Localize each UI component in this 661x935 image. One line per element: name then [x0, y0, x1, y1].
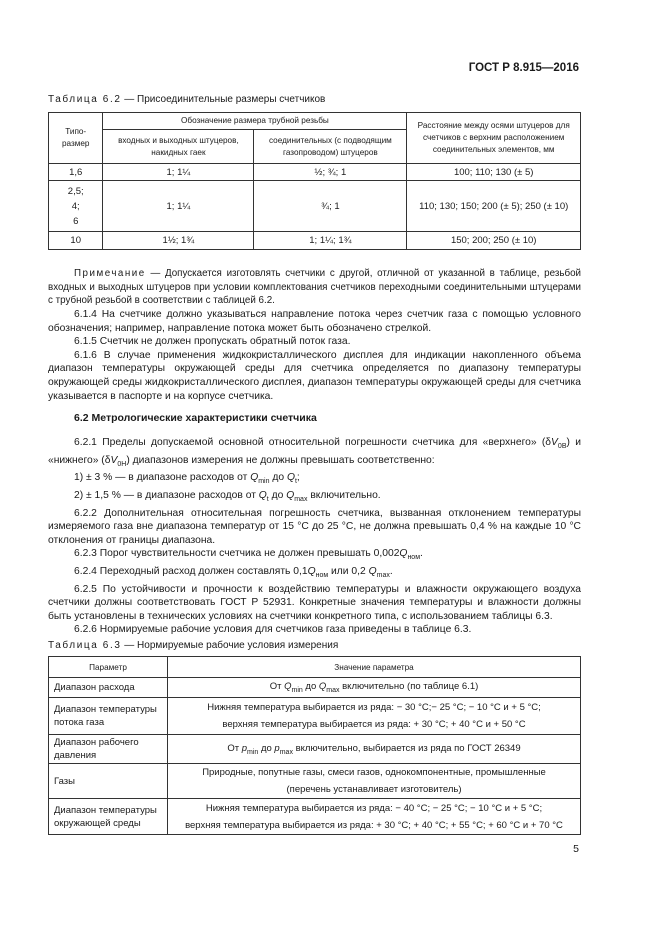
document-header: ГОСТ Р 8.915—2016: [468, 62, 579, 74]
para-6-2-2: 6.2.2 Дополнительная относительная погрешность счетчика, вызванная отклонением температуры измеряемого газа вне диапазона температур от 15 °С до 25 °С, не должна превышать 0,4 % на каждые 10 °С отклонения от границы диапазона.: [48, 507, 581, 546]
sub: min: [258, 478, 270, 486]
text: 6.2.4 Переходный расход должен составлять 0,1: [74, 565, 308, 577]
sub: ном: [315, 572, 329, 580]
table-6-2-caption: [48, 94, 325, 105]
th-param: Параметр: [49, 657, 168, 678]
cell-distance: 110; 130; 150; 200 (± 5); 250 (± 10): [407, 181, 581, 232]
symbol-q: Q: [307, 565, 316, 577]
para-6-1-5: 6.1.5 Счетчик не должен пропускать обратный поток газа.: [74, 336, 351, 348]
th-size: Типо-размер: [49, 113, 103, 164]
sub: min: [291, 686, 303, 694]
text: включительно.: [307, 489, 381, 501]
cell-value: [168, 799, 581, 835]
symbol-q: Q: [399, 548, 408, 560]
table-6-3: [48, 656, 581, 835]
size-line: 6: [73, 215, 79, 227]
symbol-q: Q: [318, 681, 327, 693]
th-in-out: входных и выходных штуцеров, накидных гаек: [103, 130, 254, 164]
cell-size: 10: [49, 232, 103, 250]
note-text: — Допускается изготовлять счетчики с другой, отличной от указанной в таблице, резьбой входных и выходных штуцеров при условии комплектования счетчиков переходными соединительными штуцерами с трубной резьбой в соответствии с таблицей 6.2.: [48, 268, 581, 306]
note-label: Примечание: [74, 268, 146, 279]
text-line: (перечень устанавливает изготовитель): [286, 784, 462, 795]
th-value: Значение параметра: [168, 657, 581, 678]
symbol-q: Q: [250, 472, 259, 484]
page-number: 5: [573, 843, 579, 855]
text: ) и «нижнего» (δ: [48, 437, 581, 466]
list-item-1: [48, 471, 581, 489]
text: 6.2.1 Пределы допускаемой основной относительной погрешности счетчика для «верхнего» (δ: [74, 437, 552, 448]
cell-in-out: 1; 1¼: [103, 164, 254, 181]
table-row: [49, 799, 581, 835]
table-row: [49, 678, 581, 698]
text: ) диапазонов измерения не должны превышать соответственно:: [126, 454, 435, 466]
para-6-2-6: 6.2.6 Нормируемые рабочие условия для счетчиков газа приведены в таблице 6.3.: [74, 624, 472, 636]
para-6-2-1: [48, 436, 581, 471]
sub: max: [294, 495, 308, 503]
symbol-q: Q: [284, 681, 292, 693]
sub: t: [294, 478, 297, 486]
size-line: 2,5;: [67, 185, 84, 197]
section-heading-6-2: 6.2 Метрологические характеристики счетчика: [74, 412, 317, 424]
text: 2) ± 1,5 % — в диапазоне расходов от: [74, 489, 259, 501]
caption-label: Таблица 6.2: [48, 94, 122, 105]
sub: 0Н: [117, 460, 127, 468]
symbol-v: V: [551, 437, 558, 448]
text-line: верхняя температура выбирается из ряда: + 30 °С; + 40 °С; + 55 °С; + 60 °С и + 70 °С: [185, 819, 563, 831]
sub: ном: [407, 554, 421, 562]
table-row: [49, 164, 581, 181]
cell-connect: ¾; 1: [254, 181, 407, 232]
cell-size: 1,6: [49, 164, 103, 181]
cell-param: Газы: [49, 764, 168, 799]
cell-connect: ½; ¾; 1: [254, 164, 407, 181]
table-row: [49, 735, 581, 764]
th-connect: соединительных (с подводящим газопроводом) штуцеров: [254, 130, 407, 164]
para-6-1-4: 6.1.4 На счетчике должно указываться направление потока через счетчик газа с помощью условного обозначения; например, направление потока может быть обозначено стрелкой.: [48, 309, 581, 334]
symbol-v: V: [110, 454, 118, 466]
text: до: [302, 681, 319, 693]
cell-in-out: 1; 1¼: [103, 181, 254, 232]
symbol-q: Q: [258, 489, 267, 501]
sub: 0В: [557, 443, 567, 451]
para-6-2-5: 6.2.5 По устойчивости и прочности к воздействию температуры и влажности окружающего воздуха счетчики должны соответствовать ГОСТ Р 52931. Конкретные значения температуры и влажности должны быть установлены в технических условиях на счетчики конкретного типа, с использованием таблицы 6.3.: [48, 583, 581, 622]
cell-value: [168, 735, 581, 764]
symbol-q: Q: [286, 472, 295, 484]
caption-label: Таблица 6.3: [48, 640, 122, 651]
table-row: [49, 764, 581, 799]
text: От: [269, 681, 285, 693]
text: включительно, выбирается из ряда по ГОСТ 26349: [292, 742, 521, 754]
caption-text: — Нормируемые рабочие условия измерения: [121, 640, 339, 651]
text: От: [227, 742, 242, 754]
text: или 0,2: [328, 565, 369, 577]
sub: max: [376, 572, 390, 580]
sub: t: [266, 495, 269, 503]
text: 6.2.3 Порог чувствительности счетчика не должен превышать 0,002: [74, 548, 400, 560]
cell-in-out: 1½; 1¾: [103, 232, 254, 250]
cell-value: [168, 764, 581, 799]
caption-text: — Присоединительные размеры счетчиков: [121, 94, 326, 105]
table-row: [49, 698, 581, 735]
table-6-3-caption: [48, 640, 338, 651]
th-distance: Расстояние между осями штуцеров для счетчиков с верхним расположением соединительных элементов, мм: [407, 113, 581, 164]
text-line: Нижняя температура выбирается из ряда: − 40 °С; − 25 °С; − 10 °С и + 5 °С;: [205, 802, 543, 814]
text: 1) ± 3 % — в диапазоне расходов от: [74, 472, 251, 484]
para-6-1-6: 6.1.6 В случае применения жидкокристаллического дисплея для индикации накопленного объема диапазон температуры окружающей среды для счетчика определяется по диапазону температуры окружающей среды жидкокристаллического дисплея, диапазон температуры окружающей среды для счетчика указывается в паспорте и на корпусе счетчика.: [48, 349, 581, 402]
section-6-2-paragraphs: [48, 436, 581, 637]
text: включительно (по таблице 6.1): [339, 681, 479, 693]
table-row: [49, 232, 581, 250]
sub: max: [279, 748, 293, 756]
table-row: [49, 181, 581, 232]
para-6-2-4: [48, 565, 581, 583]
text-line: верхняя температура выбирается из ряда: + 30 °С; + 40 °С и + 50 °С: [222, 719, 526, 730]
text: до: [268, 489, 287, 501]
symbol-p: p: [241, 742, 248, 754]
cell-param: Диапазон рабочего давления: [49, 735, 168, 764]
cell-param: Диапазон температуры окружающей среды: [49, 799, 168, 835]
list-item-2: [48, 489, 581, 507]
para-6-2-3: [48, 547, 581, 565]
sub: min: [247, 748, 259, 756]
text: до: [269, 472, 287, 484]
cell-param: Диапазон расхода: [49, 678, 168, 698]
cell-value: [168, 698, 581, 735]
cell-distance: 100; 110; 130 (± 5): [407, 164, 581, 181]
symbol-q: Q: [286, 489, 295, 501]
symbol-p: p: [274, 742, 280, 754]
th-thread: Обозначение размера трубной резьбы: [103, 113, 407, 130]
table-6-2: [48, 112, 581, 250]
cell-size: [49, 181, 103, 232]
table-note: [48, 267, 581, 308]
sub: max: [326, 686, 340, 694]
size-line: 4;: [71, 200, 80, 212]
cell-distance: 150; 200; 250 (± 10): [407, 232, 581, 250]
text-line: Природные, попутные газы, смеси газов, однокомпонентные, промышленные: [202, 767, 546, 778]
symbol-q: Q: [368, 565, 377, 577]
text: .: [420, 548, 423, 560]
section-6-1-paragraphs: [48, 308, 581, 403]
cell-connect: 1; 1¼; 1¾: [254, 232, 407, 250]
cell-param: Диапазон температуры потока газа: [49, 698, 168, 735]
text: ;: [296, 472, 300, 484]
text: .: [389, 565, 393, 577]
text-line: Нижняя температура выбирается из ряда: − 30 °С;− 25 °С; − 10 °С и + 5 °С;: [207, 702, 541, 713]
text: до: [258, 742, 275, 754]
cell-value: [168, 678, 581, 698]
